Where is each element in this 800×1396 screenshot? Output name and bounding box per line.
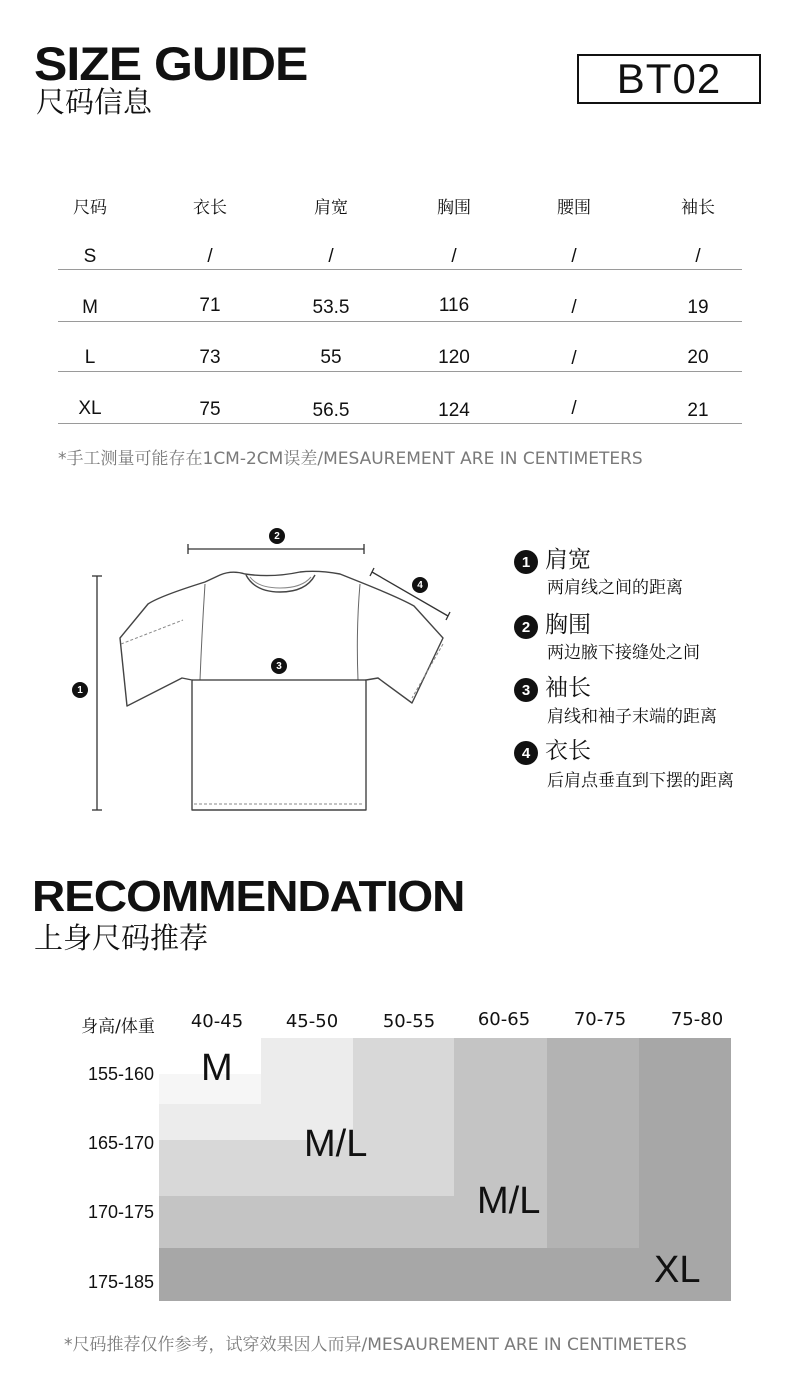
size-block [547, 1038, 639, 1248]
col-header-waist: 腰围 [557, 198, 591, 218]
legend-number: 3 [514, 678, 538, 702]
size-label-m: M [201, 1047, 233, 1089]
recommendation-title: RECOMMENDATION [32, 871, 465, 921]
table-cell: L [84, 347, 96, 368]
weight-header: 70-75 [573, 1009, 627, 1030]
tshirt-diagram [60, 520, 460, 820]
table-cell: / [571, 398, 577, 419]
table-cell: 56.5 [312, 400, 350, 421]
legend-desc: 后肩点垂直到下摆的距离 [547, 771, 734, 791]
tshirt-outline-icon [60, 520, 460, 820]
legend-desc: 肩线和袖子末端的距离 [547, 707, 717, 727]
height-label: 165-170 [87, 1133, 154, 1153]
table-cell: 116 [438, 295, 470, 316]
table-cell: / [207, 246, 213, 267]
height-label: 170-175 [87, 1202, 154, 1222]
weight-header: 75-80 [670, 1009, 724, 1030]
size-label-ml: M/L [477, 1180, 541, 1222]
table-cell: 73 [199, 347, 221, 368]
size-label-xl: XL [654, 1249, 701, 1291]
col-header-size: 尺码 [73, 198, 107, 218]
table-cell: 21 [687, 400, 709, 421]
page-title: SIZE GUIDE [34, 37, 308, 91]
marker-3: 3 [271, 658, 287, 674]
weight-header: 45-50 [285, 1011, 339, 1032]
recommendation-note: *尺码推荐仅作参考，试穿效果因人而异/MESAUREMENT ARE IN CENTIMETERS [64, 1335, 687, 1355]
size-label-ml: M/L [304, 1123, 368, 1165]
legend-number: 4 [514, 741, 538, 765]
height-label: 155-160 [87, 1064, 154, 1084]
table-cell: M [82, 297, 98, 318]
weight-header: 60-65 [477, 1009, 531, 1030]
legend-title: 衣长 [545, 738, 591, 764]
legend-number: 1 [514, 550, 538, 574]
table-cell: 55 [320, 347, 342, 368]
table-cell: XL [78, 398, 102, 419]
legend-desc: 两边腋下接缝处之间 [547, 643, 700, 663]
col-header-shoulder: 肩宽 [314, 198, 348, 218]
legend-title: 胸围 [545, 612, 591, 638]
legend-title: 袖长 [545, 675, 591, 701]
row-divider [58, 423, 742, 424]
table-cell: 75 [199, 399, 221, 420]
marker-1: 1 [72, 682, 88, 698]
legend-number: 2 [514, 615, 538, 639]
weight-header: 50-55 [382, 1011, 436, 1032]
table-cell: / [571, 348, 577, 369]
row-divider [58, 269, 742, 270]
table-cell: 53.5 [312, 297, 350, 318]
size-block [353, 1038, 454, 1140]
size-block [261, 1038, 353, 1104]
table-cell: 19 [687, 297, 709, 318]
product-code-box [577, 54, 761, 104]
col-header-chest: 胸围 [437, 198, 471, 218]
table-cell: / [328, 246, 334, 267]
row-divider [58, 371, 742, 372]
table-cell: / [571, 246, 577, 267]
page-subtitle: 尺码信息 [36, 85, 153, 119]
table-cell: 20 [687, 347, 709, 368]
recommendation-subtitle: 上身尺码推荐 [34, 921, 209, 955]
measurement-note: *手工测量可能存在1CM-2CM误差/MESAUREMENT ARE IN CENTIMETERS [58, 449, 643, 469]
col-header-length: 衣长 [193, 198, 227, 218]
table-cell: / [571, 297, 577, 318]
marker-4: 4 [412, 577, 428, 593]
height-label: 175-185 [87, 1272, 154, 1292]
row-divider [58, 321, 742, 322]
table-cell: 71 [199, 295, 221, 316]
table-cell: / [695, 246, 701, 267]
weight-header: 40-45 [190, 1011, 244, 1032]
size-block [159, 1248, 639, 1301]
marker-2: 2 [269, 528, 285, 544]
legend-desc: 两肩线之间的距离 [547, 578, 683, 598]
table-cell: 124 [438, 400, 470, 421]
product-code: BT02 [616, 55, 722, 102]
col-header-sleeve: 袖长 [681, 198, 715, 218]
table-cell: / [451, 246, 457, 267]
corner-label: 身高/体重 [81, 1017, 155, 1037]
size-block [454, 1038, 547, 1196]
table-cell: 120 [438, 347, 470, 368]
table-cell: S [83, 246, 97, 267]
legend-title: 肩宽 [545, 547, 591, 573]
